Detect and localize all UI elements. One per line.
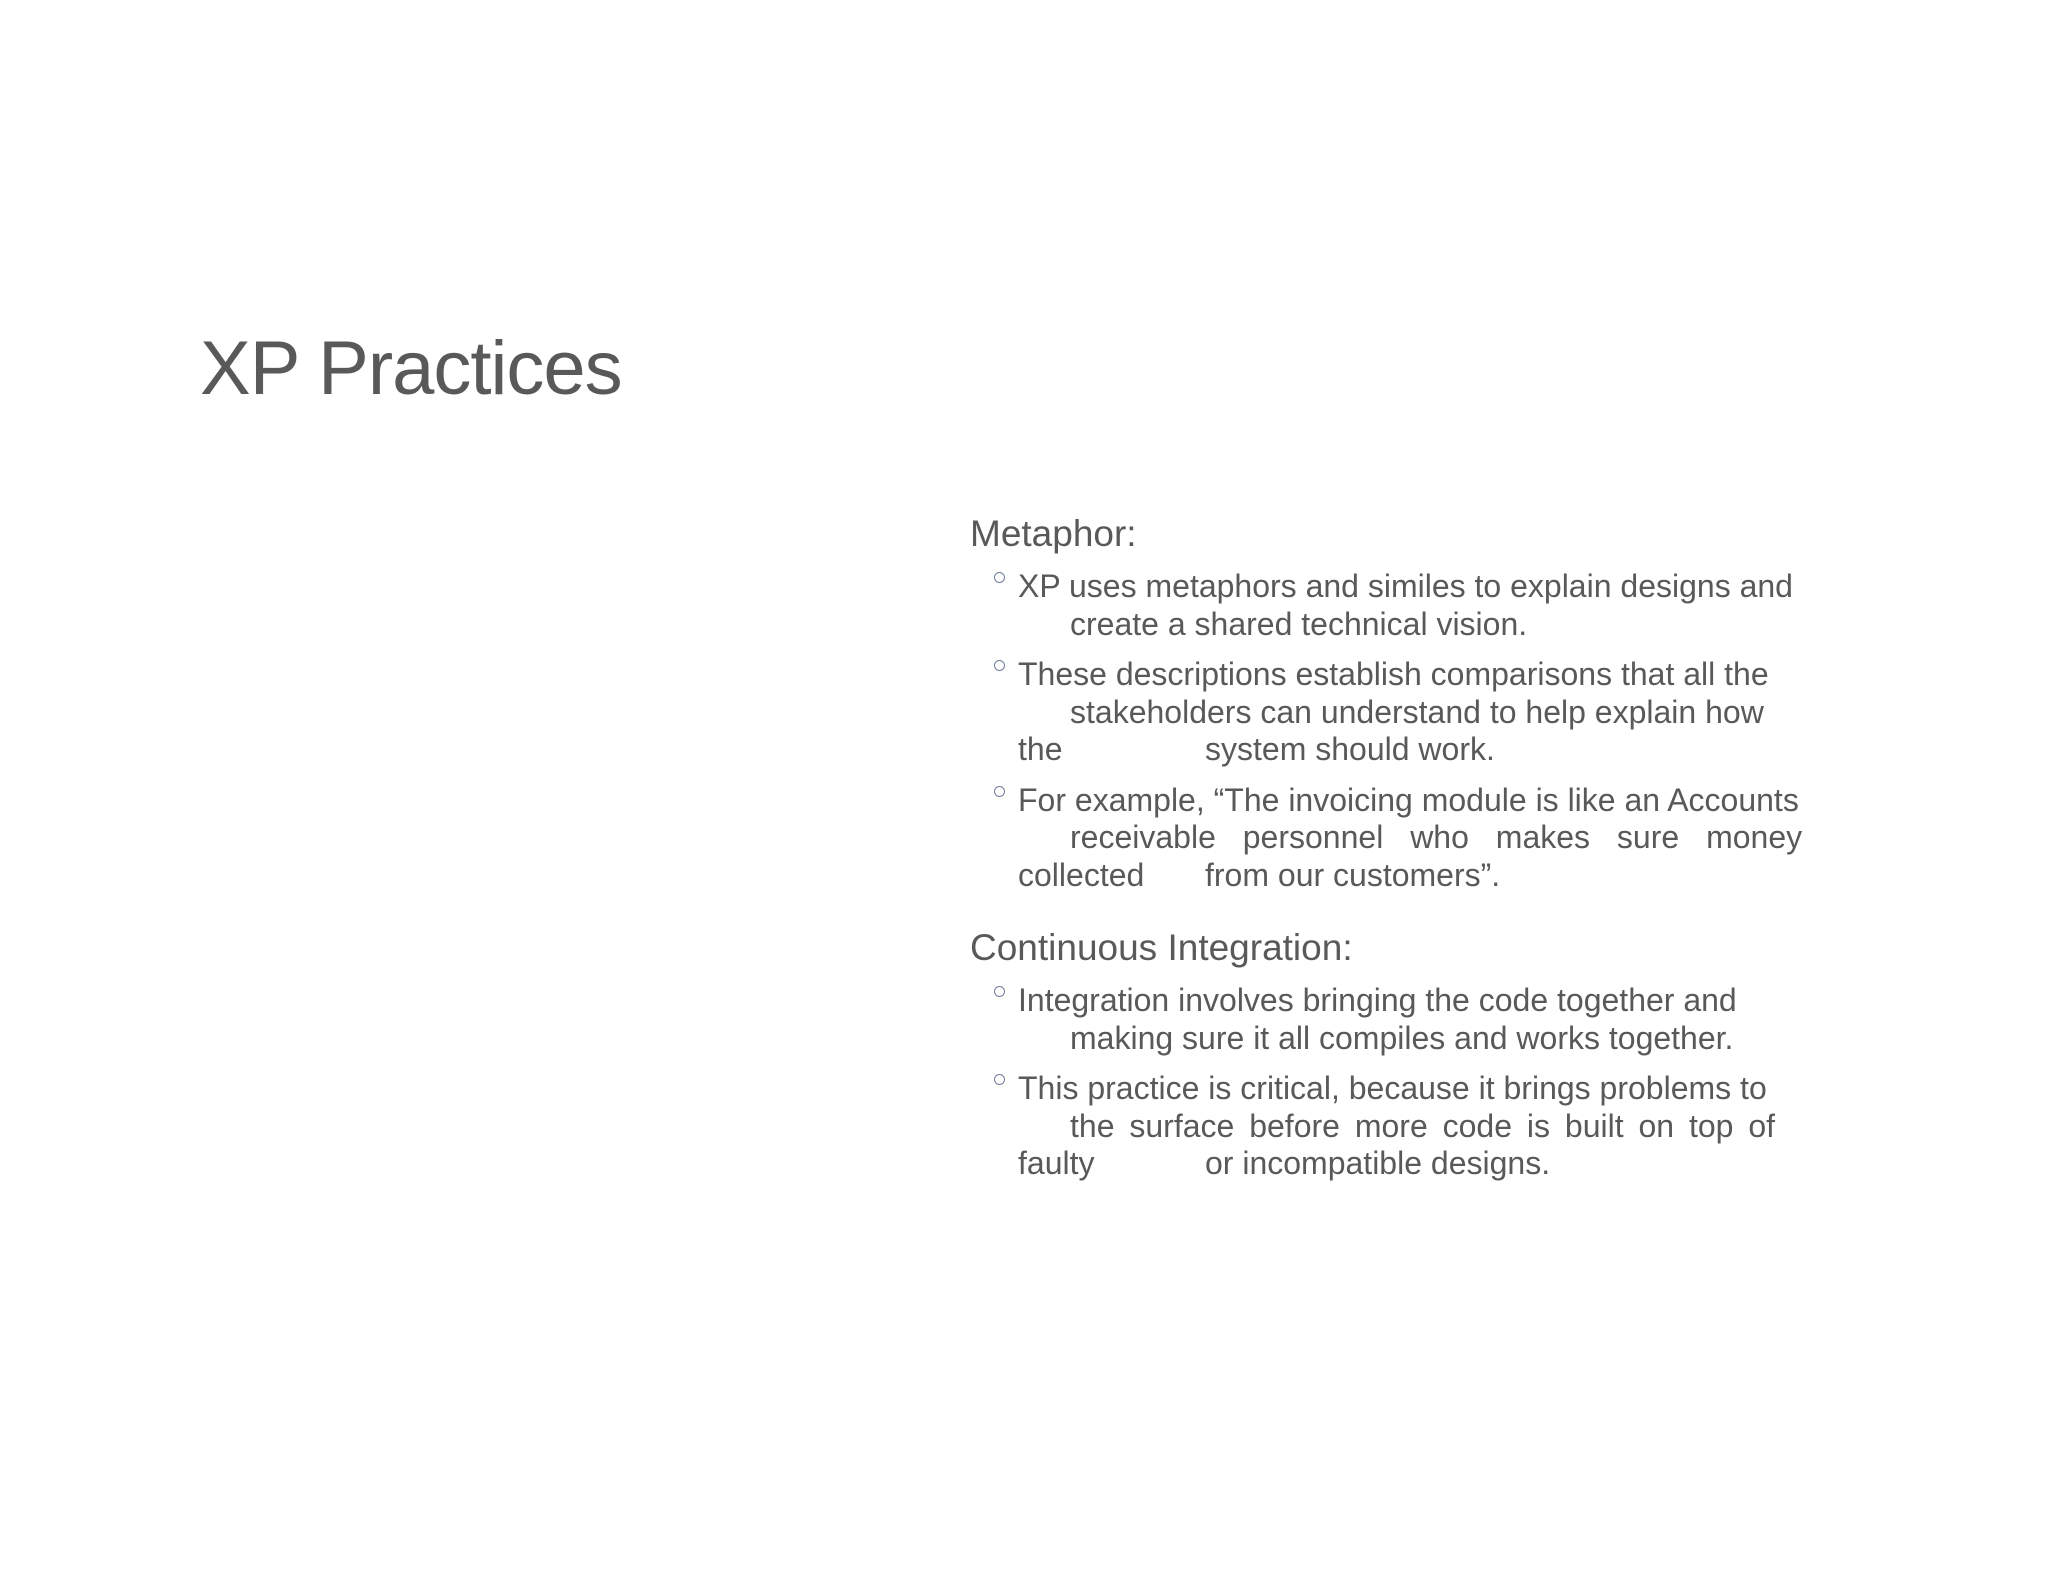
bullet-line-start: the	[1018, 731, 1063, 767]
bullet-line: making sure it all compiles and works together.	[1070, 1019, 1734, 1056]
section-heading-metaphor: Metaphor:	[970, 513, 1137, 554]
hollow-circle-bullet-icon	[994, 572, 1005, 583]
bullet-line: For example, “The invoicing module is like an Accounts	[1018, 781, 1799, 818]
bullet-item	[1018, 656, 1890, 769]
hollow-circle-bullet-icon	[994, 660, 1005, 671]
bullet-line: stakeholders can understand to help explain how	[1070, 693, 1764, 730]
bullet-line: Integration involves bringing the code together and	[1018, 982, 1737, 1018]
hollow-circle-bullet-icon	[994, 786, 1005, 797]
hollow-circle-bullet-icon	[994, 1074, 1005, 1085]
hollow-circle-bullet-icon	[994, 986, 1005, 997]
section-heading-continuous-integration: Continuous Integration:	[970, 927, 1353, 968]
bullet-line-start: faulty	[1018, 1145, 1095, 1181]
bullet-item	[1018, 1070, 1890, 1183]
metaphor-bullet-list	[970, 568, 1890, 894]
bullet-item	[1018, 568, 1890, 643]
bullet-line: These descriptions establish comparisons that all the	[1018, 656, 1769, 692]
bullet-item	[1018, 982, 1890, 1057]
bullet-line-split	[1018, 857, 1890, 895]
bullet-line-split	[1018, 731, 1890, 769]
bullet-line-start: collected	[1018, 856, 1145, 893]
bullet-line: XP uses metaphors and similes to explain designs and	[1018, 568, 1793, 604]
slide-title: XP Practices	[200, 326, 622, 411]
bullet-line-end: or incompatible designs.	[1205, 1145, 1551, 1181]
bullet-line: the surface before more code is built on top of	[1070, 1107, 1776, 1144]
bullet-line: receivable personnel who makes sure money	[1070, 819, 1803, 855]
slide-content	[970, 508, 1890, 1196]
bullet-line: This practice is critical, because it brings problems to	[1018, 1070, 1767, 1106]
bullet-line-end: system should work.	[1205, 731, 1495, 767]
bullet-item	[1018, 782, 1890, 895]
bullet-line-split	[1018, 1145, 1890, 1183]
continuous-integration-bullet-list	[970, 982, 1890, 1183]
bullet-line: create a shared technical vision.	[1070, 605, 1528, 642]
bullet-line-end: from our customers”.	[1205, 856, 1501, 893]
